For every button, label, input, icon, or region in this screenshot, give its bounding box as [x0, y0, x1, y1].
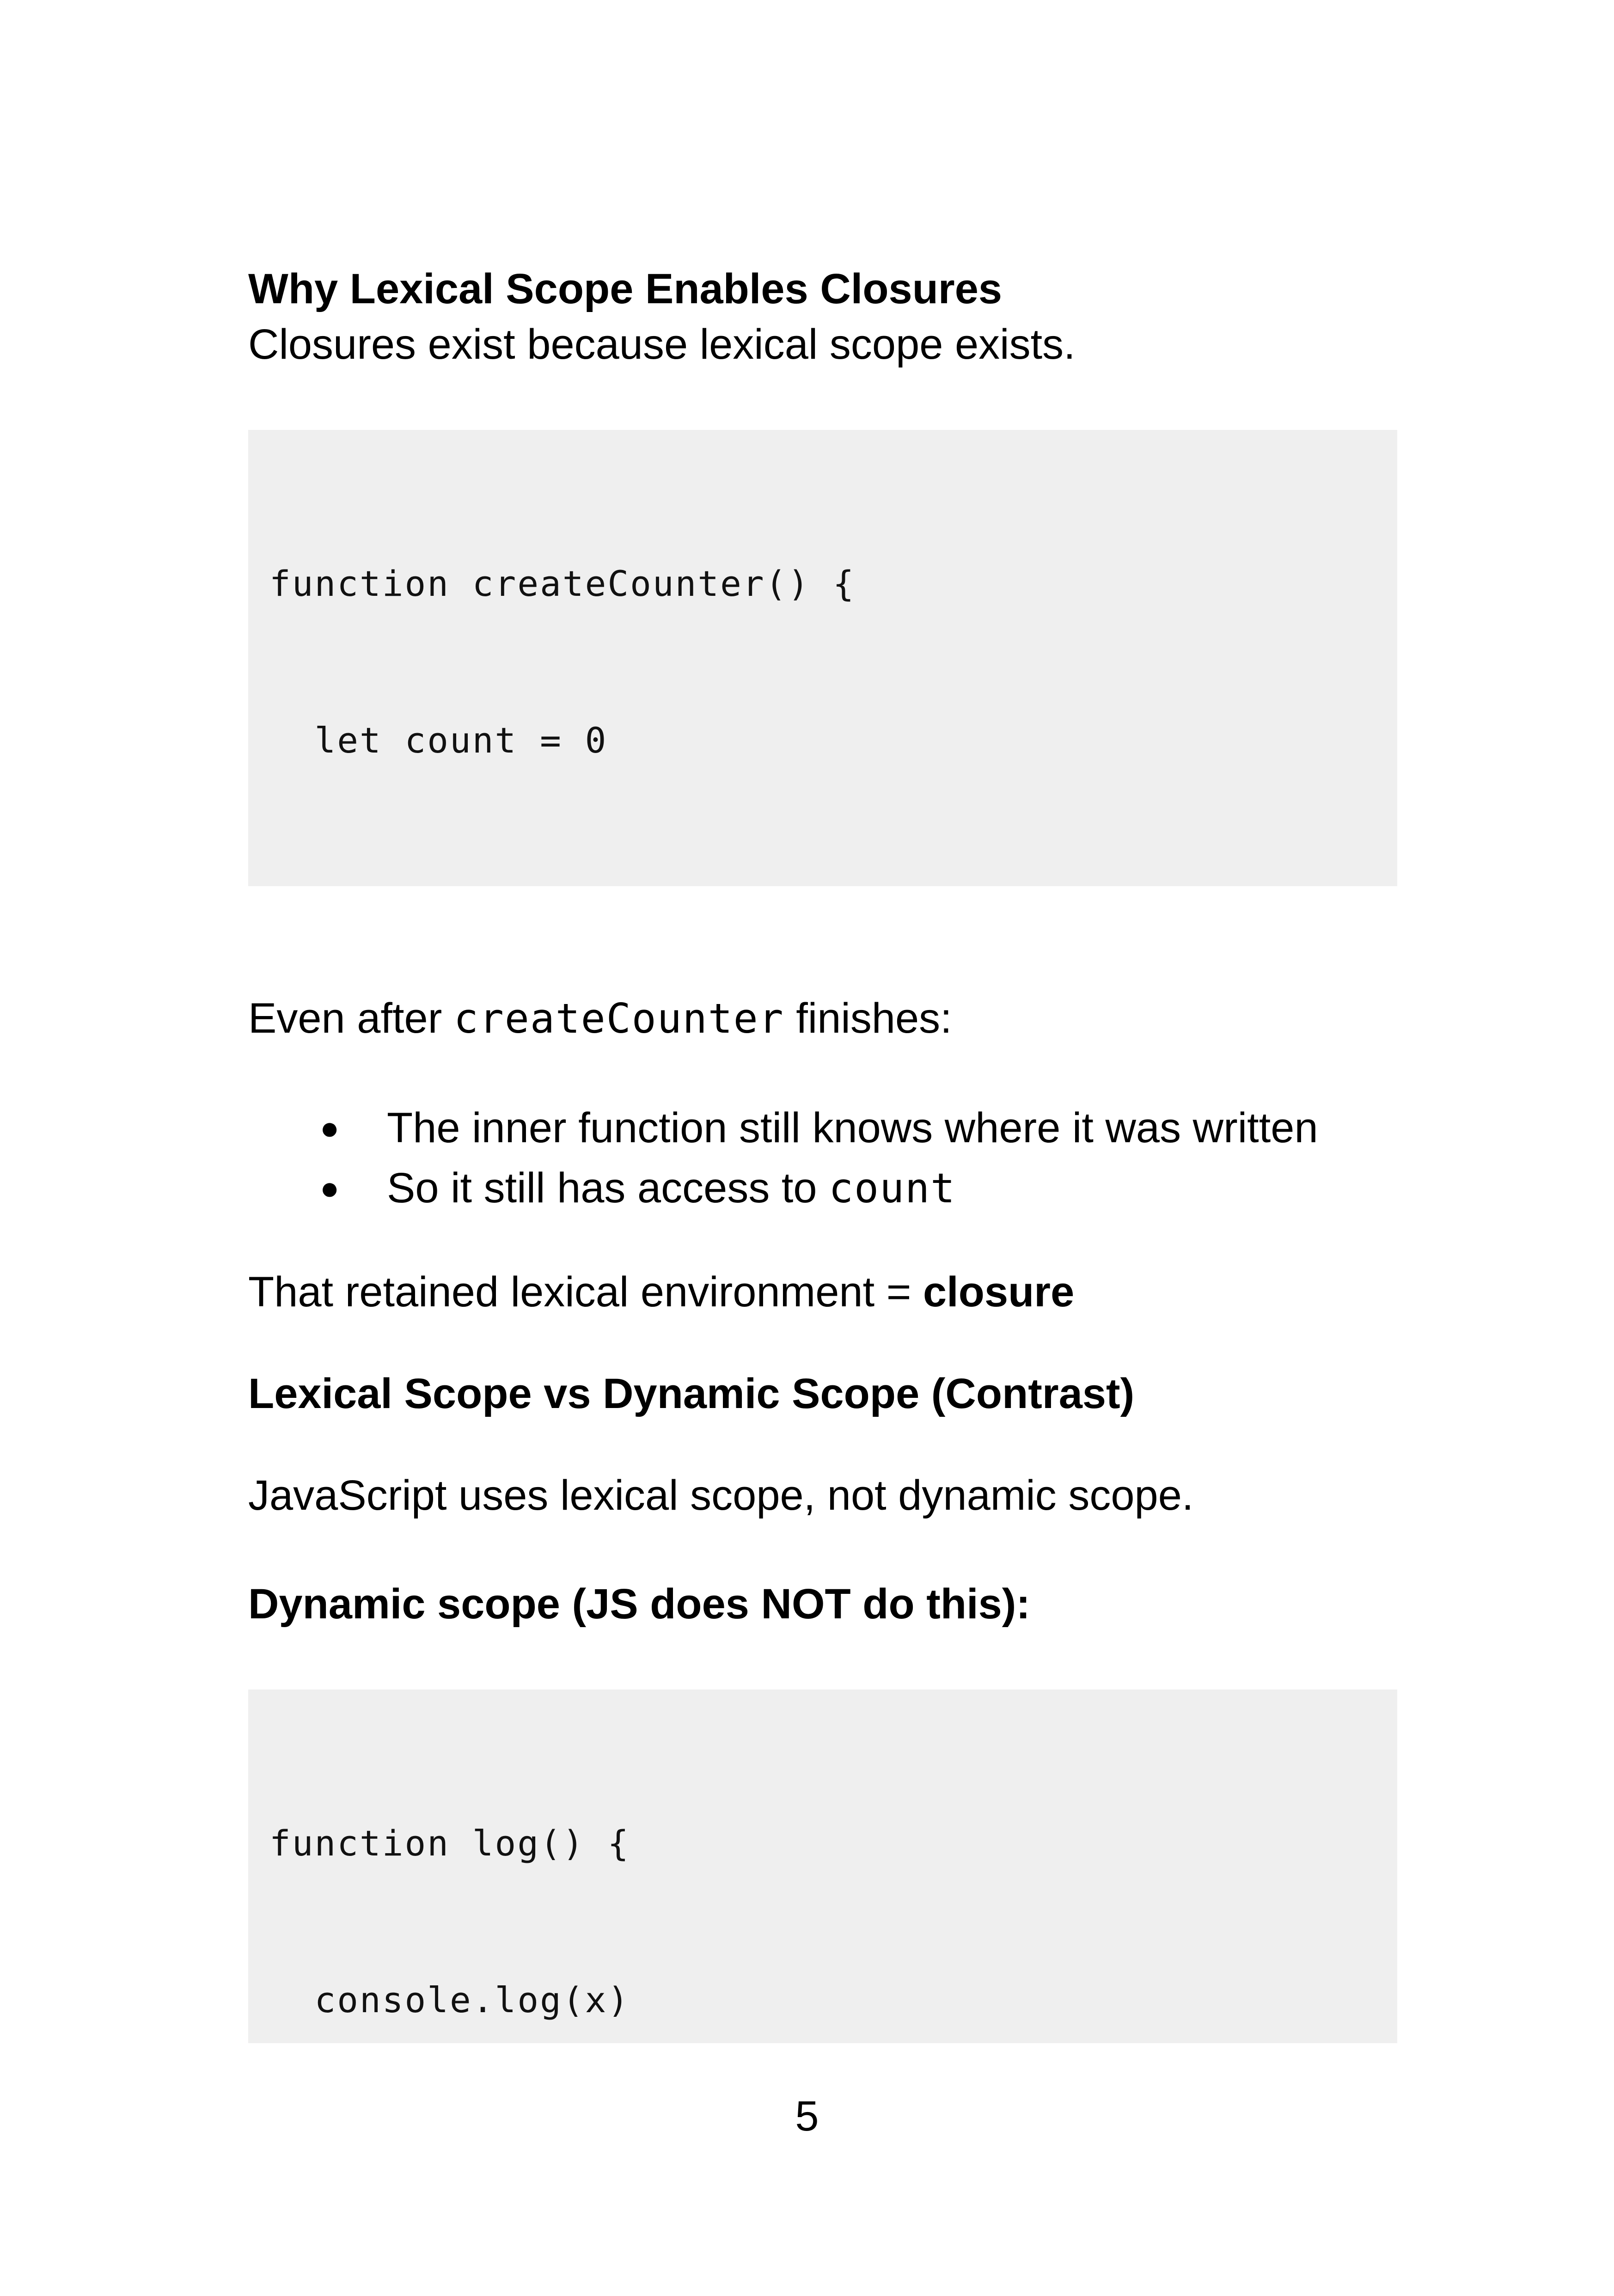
- code-line: function log() {: [269, 1823, 630, 1864]
- code-line: function createCounter() {: [269, 563, 856, 604]
- code-line: let count = 0: [269, 720, 608, 761]
- retained-environment-paragraph: [248, 1264, 1074, 1320]
- bullet-icon: ●: [320, 1170, 340, 1206]
- code-block-dynamic-scope: [248, 1690, 1397, 2043]
- heading-dynamic-scope: Dynamic scope (JS does NOT do this):: [248, 1580, 1031, 1628]
- inline-code-create-counter: createCounter: [453, 995, 784, 1042]
- intro-paragraph: Closures exist because lexical scope exists.: [248, 321, 1076, 368]
- inline-code-count: count: [829, 1164, 956, 1212]
- even-after-paragraph: [248, 991, 952, 1047]
- list-item: [248, 1098, 1318, 1158]
- heading-lexical-vs-dynamic: Lexical Scope vs Dynamic Scope (Contrast): [248, 1370, 1135, 1417]
- retained-text: That retained lexical environment =: [248, 1268, 923, 1316]
- closure-bold: closure: [923, 1268, 1075, 1316]
- page-number: 5: [795, 2093, 819, 2140]
- js-uses-paragraph: JavaScript uses lexical scope, not dynamic scope.: [248, 1472, 1194, 1519]
- even-after-text: Even after: [248, 995, 454, 1042]
- finishes-text: finishes:: [784, 995, 952, 1042]
- bullet-icon: ●: [320, 1110, 340, 1146]
- bullet-text: The inner function still knows where it was written: [387, 1104, 1318, 1151]
- code-line: [269, 871, 1397, 886]
- heading-why-lexical-scope: Why Lexical Scope Enables Closures: [248, 265, 1003, 312]
- bullet-list: [248, 1098, 1318, 1218]
- code-line: console.log(x): [269, 1979, 630, 2020]
- list-item: [248, 1158, 1318, 1218]
- bullet-text: So it still has access to: [387, 1164, 829, 1212]
- code-block-create-counter: [248, 430, 1397, 886]
